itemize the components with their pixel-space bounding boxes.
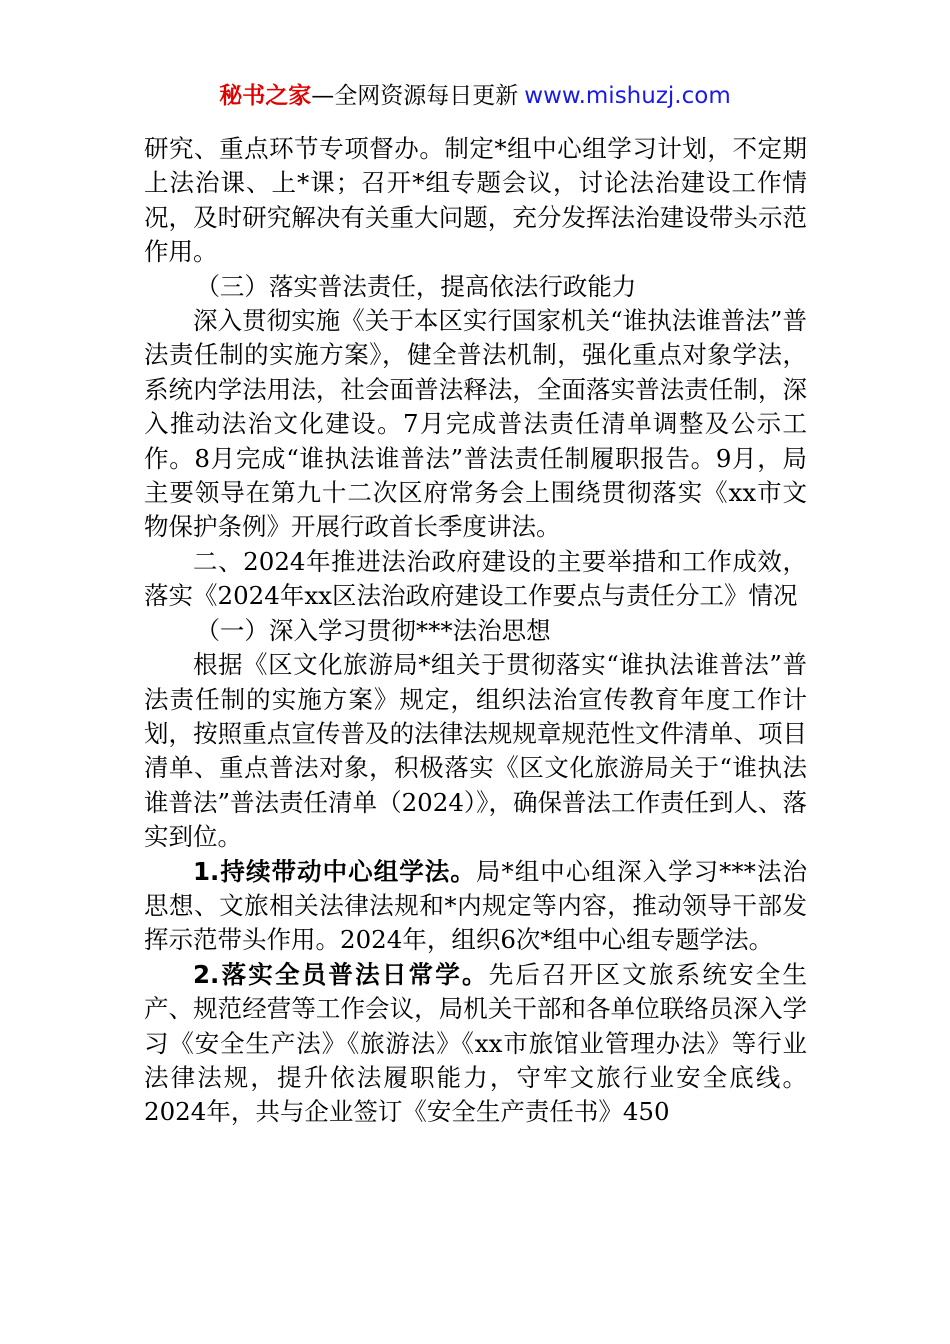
site-brand: 秘书之家 bbox=[219, 83, 312, 109]
section-heading: （一）深入学习贯彻***法治思想 bbox=[195, 615, 551, 645]
paragraph: 1.持续带动中心组学法。局*组中心组深入学习***法治思想、文旅相关法律法规和*内规定等内容，推动领导干部发挥示范带头作用。2024年，组织6次*组中心组专题学法。 bbox=[144, 856, 808, 955]
paragraph-lead: 1.持续带动中心组学法。 bbox=[193, 856, 476, 886]
paragraph: 2.落实全员普法日常学。先后召开区文旅系统安全生产、规范经营等工作会议，局机关干部和各单位联络员深入学习《安全生产法》《旅游法》《xx市旅馆业管理办法》等行业法律法规，提升依法履职能力，守牢文旅行业安全底线。2024年，共与企业签订《安全生产责任书》450 bbox=[144, 959, 808, 1127]
paragraph: 根据《区文化旅游局*组关于贯彻落实“谁执法谁普法”普法责任制的实施方案》规定，组织法治宣传教育年度工作计划，按照重点宣传普及的法律法规规章规范性文件清单、项目清单、重点普法对象，积极落实《区文化旅游局关于“谁执法谁普法”普法责任清单（2024）》，确保普法工作责任到人、落实到位。 bbox=[144, 650, 807, 852]
section-heading: （三）落实普法责任，提高依法行政能力 bbox=[195, 271, 637, 301]
site-url-link[interactable]: www.mishuzj.com bbox=[524, 83, 731, 109]
chapter-heading: 二、2024年推进法治政府建设的主要举措和工作成效，落实《2024年xx区法治政府建设工作要点与责任分工》情况 bbox=[144, 546, 807, 611]
site-header bbox=[0, 80, 950, 112]
paragraph: 深入贯彻实施《关于本区实行国家机关“谁执法谁普法”普法责任制的实施方案》，健全普法机制，强化重点对象学法，系统内学法用法，社会面普法释法，全面落实普法责任制，深入推动法治文化建设。7月完成普法责任清单调整及公示工作。8月完成“谁执法谁普法”普法责任制履职报告。9月，局主要领导在第九十二次区府常务会上围绕贯彻落实《xx市文物保护条例》开展行政首长季度讲法。 bbox=[144, 306, 807, 542]
paragraph: 研究、重点环节专项督办。制定*组中心组学习计划，不定期上法治课、上*课；召开*组专题会议，讨论法治建设工作情况，及时研究解决有关重大问题，充分发挥法治建设带头示范作用。 bbox=[144, 134, 807, 267]
site-slogan: —全网资源每日更新 bbox=[311, 83, 519, 109]
document-body bbox=[144, 132, 807, 1130]
paragraph-lead: 2.落实全员普法日常学。 bbox=[193, 959, 489, 989]
